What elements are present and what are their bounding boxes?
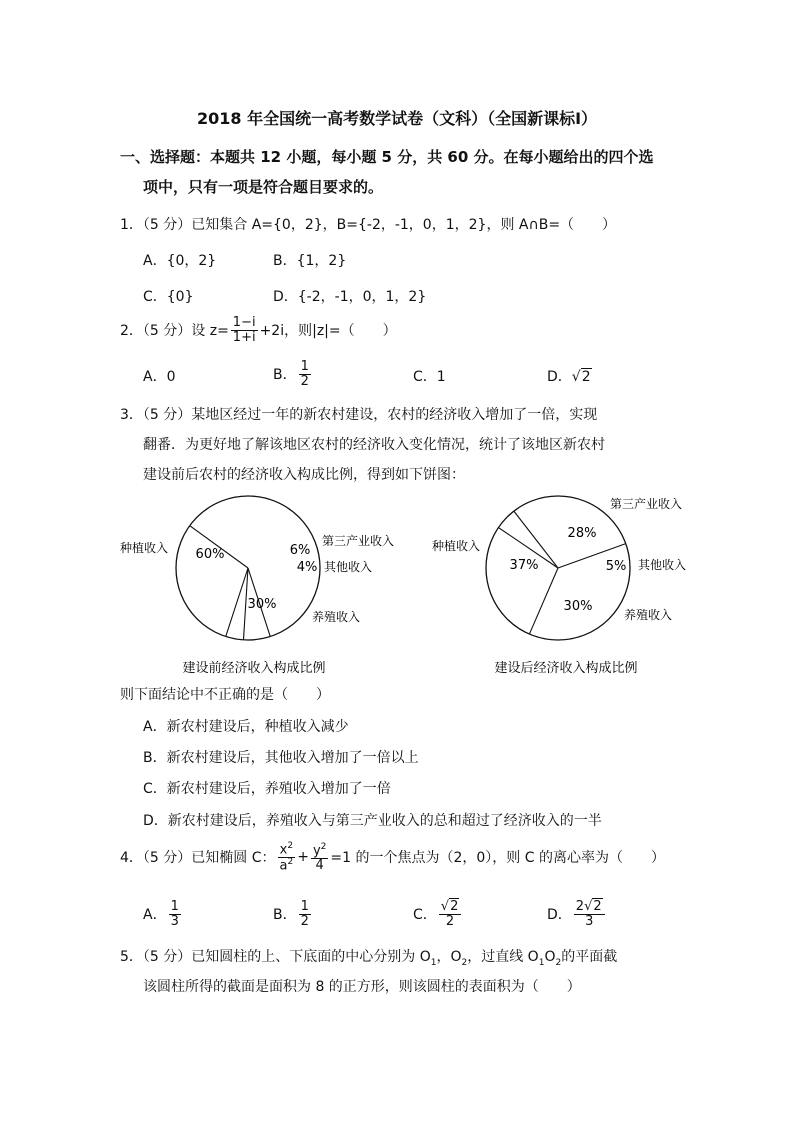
pie-value-label: 30% — [563, 599, 593, 614]
q4-option-a-label: A． — [143, 907, 167, 924]
q2-option-b-label: B． — [273, 367, 297, 384]
q1-option-b: B．{1，2} — [273, 253, 347, 269]
q4-option-a-fraction — [169, 900, 181, 928]
pie-category-label: 其他收入 — [324, 560, 373, 574]
q2-d-radicand: 2 — [581, 369, 591, 385]
chart-title-before: 建设前经济收入构成比例 — [182, 661, 326, 676]
q1-option-d: D．{-2，-1，0，1，2} — [273, 289, 427, 305]
q5-sub3: 1 — [538, 957, 545, 968]
chart-title-after: 建设后经济收入构成比例 — [494, 661, 638, 676]
question-5-line1 — [120, 946, 617, 968]
sqrt-sign-icon: √2 — [571, 369, 591, 385]
pie-value-label: 4% — [296, 560, 318, 575]
q2-option-b — [273, 360, 313, 388]
q1-option-a: A．{0，2} — [143, 253, 217, 269]
pie-chart-after — [432, 496, 686, 640]
q4-d-opt-den: 3 — [585, 913, 594, 929]
q5-sub4: 2 — [555, 957, 562, 968]
q2-option-b-fraction — [299, 360, 311, 388]
q4-option-c-label: C． — [413, 907, 437, 924]
q2-option-a: A．0 — [143, 369, 176, 385]
q4-option-d-label: D． — [547, 907, 572, 924]
q4-option-c-fraction — [439, 900, 462, 928]
pie-category-label: 养殖收入 — [312, 610, 361, 624]
q1-option-c: C．{0} — [143, 289, 194, 305]
pie-value-label: 28% — [567, 526, 597, 541]
question-3-line1: 3．（5 分）某地区经过一年的新农村建设，农村的经济收入增加了一倍，实现 — [120, 407, 598, 423]
q2-frac-num: 1−i — [232, 315, 256, 330]
q4-four-den: 4 — [315, 857, 324, 873]
question-2-stem — [120, 316, 397, 344]
q4-d-opt-num — [574, 900, 605, 915]
q4-c-radicand: 2 — [450, 899, 459, 914]
q4-c-opt-den: 2 — [445, 913, 455, 929]
sqrt-sign-icon: √2 — [440, 899, 459, 914]
pie-chart-before — [120, 496, 394, 640]
pie-category-label: 第三产业收入 — [610, 497, 683, 511]
pie-category-label: 其他收入 — [638, 558, 687, 572]
q2-frac-den: 1+i — [232, 329, 256, 345]
sqrt-sign-icon: √2 — [584, 899, 602, 914]
question-5-line2: 该圆柱所得的截面是面积为 8 的正方形，则该圆柱的表面积为（ ） — [143, 979, 581, 995]
q2-b-num: 1 — [300, 359, 309, 374]
section-header-line1: 一、选择题：本题共 12 小题，每小题 5 分，共 60 分。在每小题给出的四个选 — [120, 148, 654, 166]
q2-prefix: 2．（5 分）设 z= — [120, 323, 229, 340]
q4-fraction-y — [311, 843, 328, 873]
q4-fraction-x — [278, 842, 296, 873]
q4-y-num — [311, 843, 328, 859]
pie-value-label: 5% — [605, 559, 627, 574]
q5-text-a: 5．（5 分）已知圆柱的上、下底面的中心分别为 O — [120, 949, 431, 965]
pie-category-label: 种植收入 — [432, 539, 481, 553]
q4-x: x — [279, 842, 288, 858]
q5-text-e: 的平面截 — [561, 949, 618, 965]
pie-category-label: 养殖收入 — [624, 608, 673, 622]
q3-option-d: D．新农村建设后，养殖收入与第三产业收入的总和超过了经济收入的一半 — [143, 813, 602, 829]
question-3-line3: 建设前后农村的经济收入构成比例，得到如下饼图： — [143, 467, 465, 483]
page-title: 2018 年全国统一高考数学试卷（文科）（全国新课标Ⅰ） — [196, 109, 598, 128]
q2-option-d-label: D． — [547, 369, 572, 385]
q4-option-c — [413, 900, 463, 928]
pie-category-label: 第三产业收入 — [322, 534, 395, 548]
pie-value-label: 37% — [509, 558, 539, 573]
question-4-stem — [120, 842, 665, 873]
q4-a-exp: 2 — [287, 856, 294, 867]
q5-sub2: 2 — [461, 957, 468, 968]
q2-fraction — [231, 316, 258, 344]
question-3-line2: 翻番．为更好地了解该地区农村的经济收入变化情况，统计了该地区新农村 — [143, 437, 605, 453]
q4-a-opt-num: 1 — [170, 899, 179, 914]
q2-option-d — [547, 366, 592, 386]
q4-plus: + — [297, 849, 309, 866]
q4-option-b-fraction — [299, 900, 311, 928]
q4-y-exp: 2 — [320, 841, 327, 852]
q4-d-coef: 2 — [575, 899, 585, 914]
q5-text-b: ，O — [436, 949, 462, 965]
q5-sub1: 1 — [430, 957, 437, 968]
q4-y: y — [312, 842, 321, 858]
q4-x-num — [278, 842, 295, 858]
q5-text-c: ，过直线 O — [467, 949, 539, 965]
q4-suffix: =1 的一个焦点为（2，0），则 C 的离心率为（ ） — [330, 850, 665, 867]
q4-a: a — [279, 858, 288, 874]
pie-value-label: 60% — [195, 547, 225, 562]
q3-option-c: C．新农村建设后，养殖收入增加了一倍 — [143, 781, 391, 797]
q2-b-den: 2 — [300, 373, 309, 389]
section-header-line2: 项中，只有一项是符合题目要求的。 — [143, 178, 384, 196]
question-1-stem: 1．（5 分）已知集合 A={0，2}，B={-2，-1，0，1，2}，则 A∩B=（ ） — [120, 217, 617, 233]
pie-value-label: 30% — [247, 597, 277, 612]
pie-value-label: 6% — [289, 543, 311, 558]
q4-x-exp: 2 — [287, 841, 294, 851]
q4-prefix: 4．（5 分）已知椭圆 C： — [120, 850, 276, 867]
q4-b-opt-den: 2 — [300, 913, 309, 929]
question-3-prompt: 则下面结论中不正确的是（ ） — [120, 687, 330, 703]
q4-d-radicand: 2 — [593, 899, 602, 914]
q4-a-den — [278, 858, 296, 873]
q4-a-opt-den: 3 — [170, 913, 179, 929]
q2-suffix: +2i，则|z|=（ ） — [259, 323, 397, 340]
q4-option-d-fraction — [574, 900, 605, 928]
q3-option-a: A．新农村建设后，种植收入减少 — [143, 719, 349, 735]
pie-category-label: 种植收入 — [120, 541, 169, 555]
q5-text-d: O — [544, 949, 556, 965]
q4-option-d — [547, 900, 607, 928]
q3-option-b: B．新农村建设后，其他收入增加了一倍以上 — [143, 750, 419, 766]
q4-option-a — [143, 900, 183, 928]
pie-charts — [0, 490, 794, 690]
q4-b-opt-num: 1 — [300, 899, 309, 914]
q4-option-b-label: B． — [273, 907, 297, 924]
q4-option-b — [273, 900, 313, 928]
q4-c-opt-num — [439, 900, 462, 915]
q2-option-c: C．1 — [413, 369, 446, 385]
